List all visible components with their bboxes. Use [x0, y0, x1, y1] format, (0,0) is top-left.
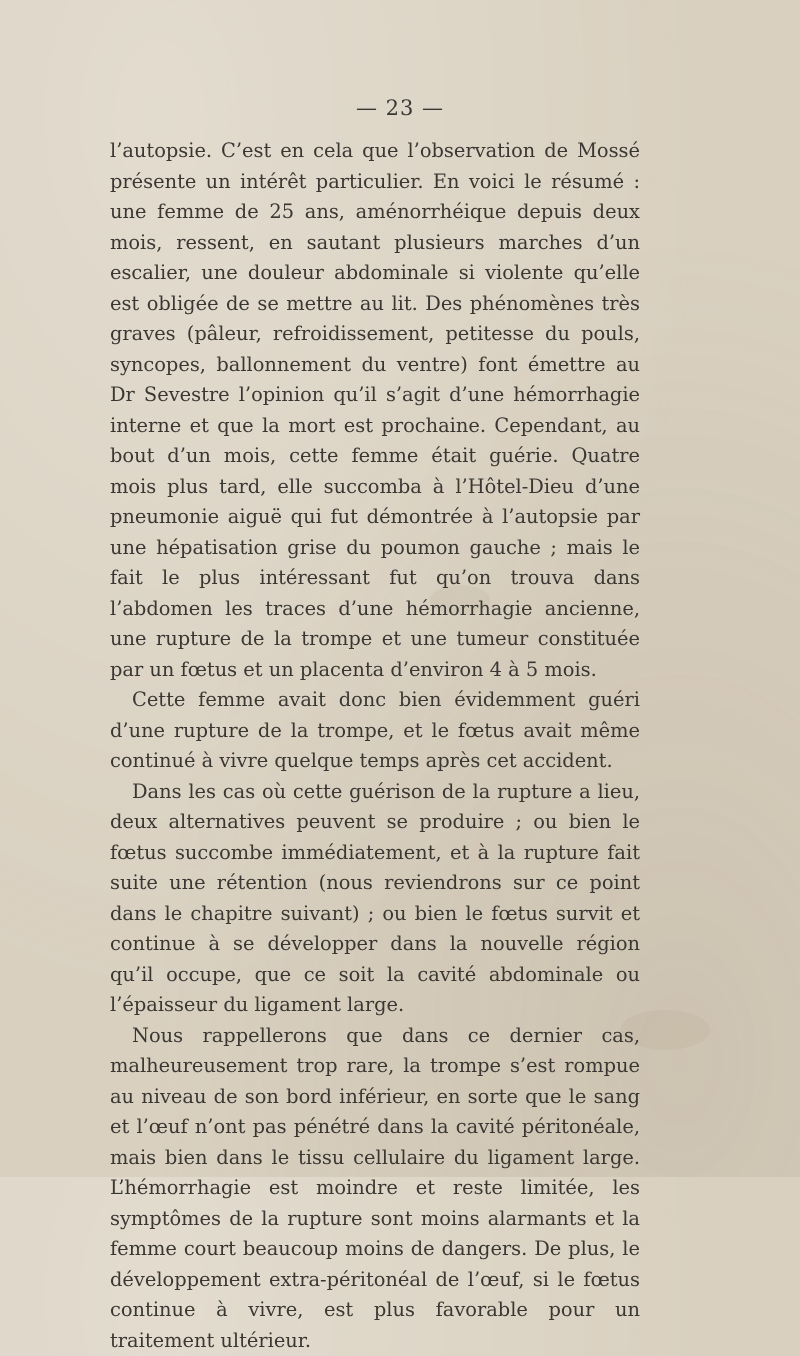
paragraph-1: l’autopsie. C’est en cela que l’observation de Mossé présente un intérêt particulier. En voici le résumé : une femme de 25 ans, aménorrhéique depuis deux mois, ressent, en sautant plusieurs marches d’un escalier, une douleur abdominale si violente qu’elle est obligée de se mettre au lit. Des phénomènes très graves (pâleur, refroidissement, petitesse du pouls, syncopes, ballonnement du ventre) font émettre au Dr Sevestre l’opinion qu’il s’agit d’une hémorrhagie interne et que la mort est prochaine. Cependant, au bout d’un mois, cette femme était guérie. Quatre mois plus tard, elle succomba à l’Hôtel-Dieu d’une pneumonie aiguë qui fut démontrée à l’autopsie par une hépatisation grise du poumon gauche ; mais le fait le plus intéressant fut qu’on trouva dans l’abdomen les traces d’une hémorrhagie ancienne, une rupture de la trompe et une tumeur constituée par un fœtus et un placenta d’environ 4 à 5 mois. — [110, 136, 640, 685]
paragraph-3: Dans les cas où cette guérison de la rupture a lieu, deux alternatives peuvent se produire ; ou bien le fœtus succombe immédiatement, et à la rupture fait suite une rétention (nous reviendrons sur ce point dans le chapitre suivant) ; ou bien le fœtus survit et continue à se développer dans la nouvelle région qu’il occupe, que ce soit la cavité abdominale ou l’épaisseur du ligament large. — [110, 777, 640, 1021]
paragraph-2: Cette femme avait donc bien évidemment guéri d’une rupture de la trompe, et le fœtus avait même continué à vivre quelque temps après cet accident. — [110, 685, 640, 777]
page-number: — 23 — — [0, 96, 800, 120]
paragraph-4: Nous rappellerons que dans ce dernier cas, malheureusement trop rare, la trompe s’est rompue au niveau de son bord inférieur, en sorte que le sang et l’œuf n’ont pas pénétré dans la cavité péritonéale, mais bien dans le tissu cellulaire du ligament large. L’hémorrhagie est moindre et reste limitée, les symptômes de la rupture sont moins alarmants et la femme court beaucoup moins de dangers. De plus, le développement extra-péritonéal de l’œuf, si le fœtus continue à vivre, est plus favorable pour un traitement ultérieur. — [110, 1021, 640, 1356]
body-text — [110, 136, 640, 1356]
